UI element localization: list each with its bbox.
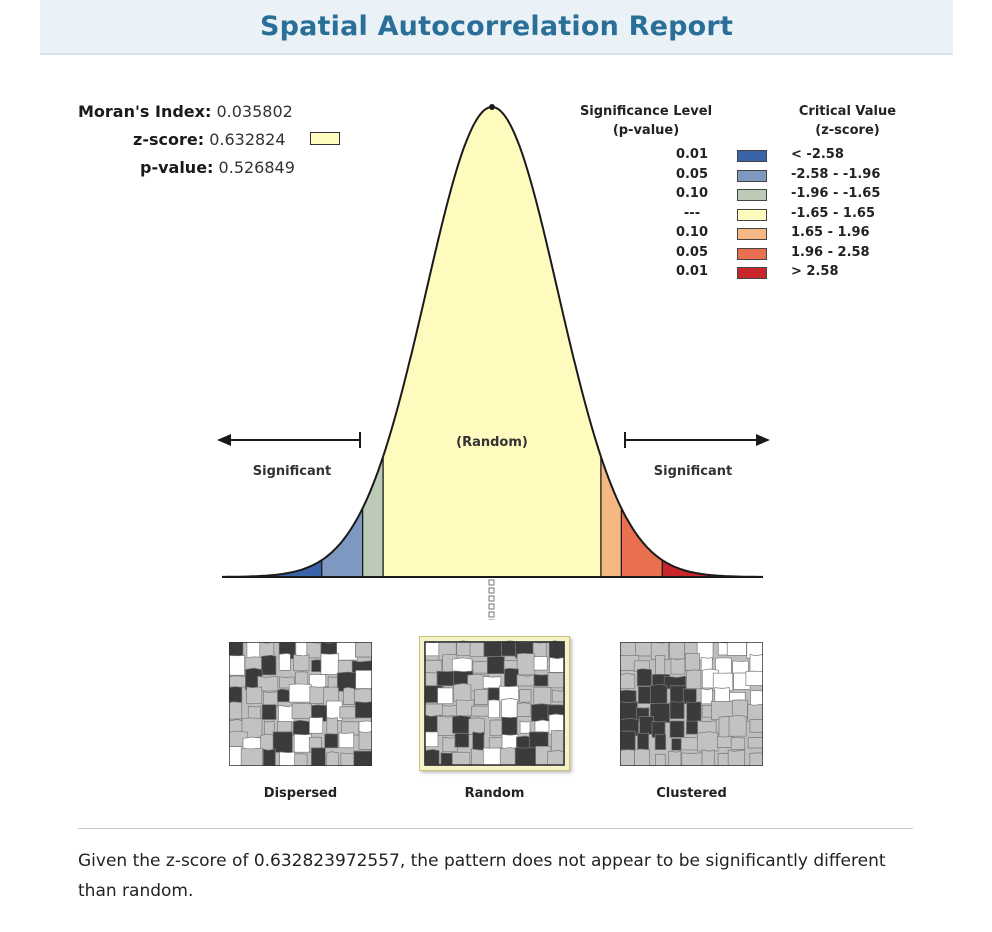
legend-significance-subtitle: (p-value) [612, 123, 680, 138]
legend-critical-title: Critical Value [798, 104, 897, 119]
legend-pvalue: 0.01 [675, 264, 709, 279]
map-caption-dispersed: Dispersed [263, 786, 338, 801]
legend-zscore-range: > 2.58 [791, 264, 839, 279]
legend-zscore-range: 1.96 - 2.58 [791, 244, 870, 260]
legend-zscore-range: -1.65 - 1.65 [791, 205, 875, 221]
morans-index-value: 0.035802 [216, 102, 293, 121]
curve-band [363, 457, 384, 578]
curve-band [383, 107, 601, 577]
divider [78, 828, 913, 829]
legend-zscore-range: 1.65 - 1.96 [791, 225, 870, 240]
curve-band [601, 457, 622, 578]
legend-critical-subtitle: (z-score) [815, 123, 880, 138]
marker-dot [489, 612, 494, 617]
report-title: Spatial Autocorrelation Report [259, 11, 734, 42]
zscore-value: 0.632824 [209, 130, 286, 149]
legend-pvalue: 0.10 [675, 225, 709, 240]
legend-pvalue: 0.01 [675, 147, 709, 162]
legend-pvalue: 0.05 [675, 166, 709, 182]
map-caption-random: Random [464, 786, 525, 801]
marker-dot [489, 596, 494, 601]
legend-significance-title: Significance Level [579, 104, 713, 119]
legend-zscore-range: < -2.58 [791, 147, 844, 162]
curve-peak-dot [489, 104, 495, 110]
morans-index-label: Moran's Index: [78, 102, 212, 121]
legend-pvalue: --- [683, 205, 701, 221]
left-significant-label: Significant [252, 464, 332, 479]
right-significant-label: Significant [653, 464, 733, 479]
pvalue-value: 0.526849 [218, 158, 295, 177]
left-arrow-head [217, 434, 231, 446]
pvalue-label: p-value: [140, 158, 214, 177]
map-random-graphic [420, 637, 569, 770]
map-dispersed [229, 642, 372, 766]
map-clustered [620, 642, 763, 766]
conclusion-text: Given the z-score of 0.632823972557, the pattern does not appear to be significantly different than random. [78, 851, 886, 901]
zscore-label: z-score: [133, 130, 205, 149]
legend-pvalue: 0.05 [675, 244, 709, 260]
right-arrow-head [756, 434, 770, 446]
marker-dot [489, 580, 494, 585]
map-clustered-graphic [620, 642, 763, 766]
marker-dot [489, 604, 494, 609]
random-region-label: (Random) [456, 435, 528, 450]
map-dispersed-graphic [229, 642, 372, 766]
map-random [419, 636, 570, 771]
legend-pvalue: 0.10 [675, 186, 709, 201]
legend-zscore-range: -2.58 - -1.96 [791, 166, 881, 182]
map-caption-clustered: Clustered [656, 786, 727, 801]
zscore-marker [489, 580, 494, 620]
marker-dot [489, 588, 494, 593]
legend-zscore-range: -1.96 - -1.65 [791, 186, 881, 201]
